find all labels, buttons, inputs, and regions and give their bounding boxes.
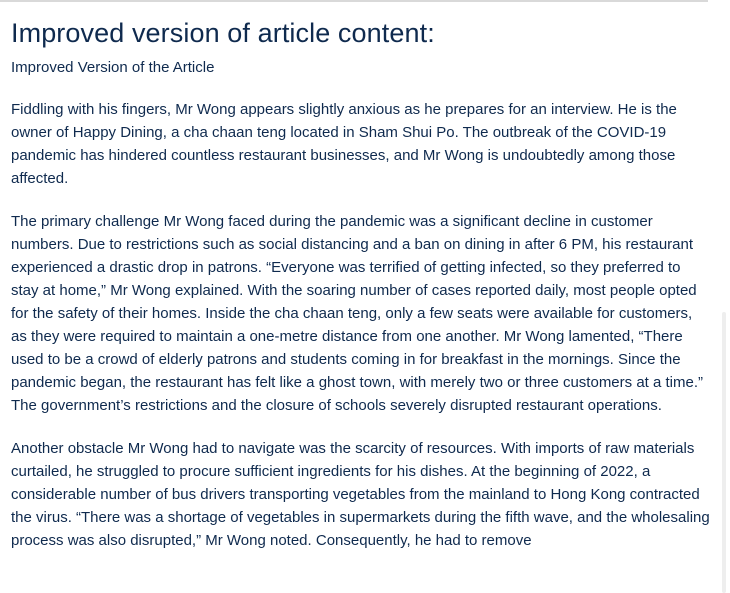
top-divider [0, 0, 708, 2]
article-content [11, 14, 711, 552]
article-paragraph-2: The primary challenge Mr Wong faced during the pandemic was a significant decline in customer numbers. Due to restrictions such as social distancing and a ban on dining in after 6 PM, his restaurant experienced a drastic drop in patrons. “Everyone was terrified of getting infected, so they preferred to stay at home,” Mr Wong explained. With the soaring number of cases reported daily, most people opted for the safety of their homes. Inside the cha chaan teng, only a few seats were available for customers, as they were required to maintain a one-metre distance from one another. Mr Wong lamented, “There used to be a crowd of elderly patrons and students coming in for breakfast in the mornings. Since the pandemic began, the restaurant has felt like a ghost town, with merely two or three customers at a time.” The government’s restrictions and the closure of schools severely disrupted restaurant operations. [11, 213, 703, 414]
vertical-scrollbar[interactable] [714, 0, 730, 593]
article-paragraph-1: Fiddling with his fingers, Mr Wong appears slightly anxious as he prepares for an interview. He is the owner of Happy Dining, a cha chaan teng located in Sham Shui Po. The outbreak of the COVID-19 pandemic has hindered countless restaurant businesses, and Mr Wong is undoubtedly among those affected. [11, 101, 677, 187]
article-subtitle: Improved Version of the Article [11, 59, 215, 76]
article-paragraph-3: Another obstacle Mr Wong had to navigate was the scarcity of resources. With imports of raw materials curtailed, he struggled to procure sufficient ingredients for his dishes. At the beginning of 2022, a considerable number of bus drivers transporting vegetables from the mainland to Hong Kong contracted the virus. “There was a shortage of vegetables in supermarkets during the fifth wave, and the wholesaling process was also disrupted,” Mr Wong noted. Consequently, he had to remove [11, 440, 710, 549]
article-heading: Improved version of article content: [11, 18, 435, 48]
scrollbar-thumb[interactable] [722, 312, 726, 593]
